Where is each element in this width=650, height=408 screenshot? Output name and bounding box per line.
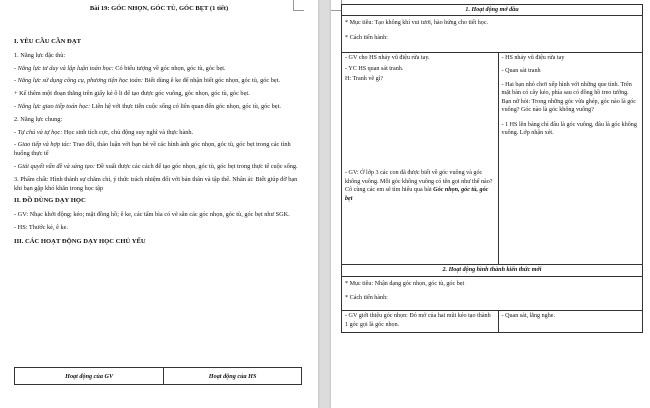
skill-label: - Giải quyết vấn đề và sáng tạo: bbox=[14, 162, 95, 170]
student-step: - Quan sát, lắng nghe. bbox=[501, 313, 555, 320]
teacher-activity-cell bbox=[342, 311, 499, 333]
procedure-label: * Cách tiến hành: bbox=[345, 34, 388, 41]
skill-math-reasoning bbox=[14, 65, 304, 74]
skill-label: - Năng lực giao tiếp toán học: bbox=[14, 102, 91, 110]
skill-text: Đề xuất được các cách để tạo góc nhọn, góc tù, góc bẹt trong thực tế cuộc sống. bbox=[94, 162, 298, 170]
student-step: - HS nhảy vũ điệu rửa tay bbox=[501, 55, 565, 62]
skill-text: Trao đổi, thảo luận với bạn bè về các hình ảnh góc nhọn, góc tù, góc bẹt trong các tình huống thực tế bbox=[14, 141, 291, 158]
objective-text: * Mục tiêu: Tạo không khí vui tươi, hào hứng cho tiết học. bbox=[345, 20, 489, 27]
materials-student: - HS: Thước kẻ, ê ke. bbox=[14, 223, 69, 231]
table-row bbox=[342, 5, 643, 16]
subheading-general-skills: 2. Năng lực chung: bbox=[14, 115, 63, 123]
teacher-step: - GV cho HS nhảy vũ điệu rửa tay. bbox=[345, 55, 430, 62]
general-skill-cooperation bbox=[14, 141, 304, 159]
subheading-specific-skills: 1. Năng lực đặc thù: bbox=[14, 51, 66, 59]
activity-heading-opening: 1. Hoạt động mở đầu bbox=[342, 5, 643, 16]
lesson-name-emphasis: Góc nhọn, góc tù, góc bẹt bbox=[345, 187, 489, 202]
teacher-step: - GV giới thiệu góc nhọn: Đó mở của hai mũi kéo tạo thành 1 góc gọi là góc nhọn. bbox=[345, 313, 491, 328]
table-row bbox=[342, 16, 643, 53]
skill-math-tools bbox=[14, 77, 304, 86]
skill-label: - Năng lực sử dụng công cụ, phương tiện học toán: bbox=[14, 77, 143, 85]
table-row bbox=[342, 53, 643, 265]
teacher-step: - YC HS quan sát tranh. bbox=[345, 65, 404, 72]
student-step: - Quan sát tranh bbox=[501, 67, 541, 74]
student-step: - Hai bạn nhỏ chơi xếp hình với những que tính. Trên mặt bàn có cây kéo, phía sau có đồng hồ treo tường. Bạn nữ hỏi: Trong những góc vừa ghép, góc nào là góc vuông? Góc nào là góc không vuông? bbox=[501, 82, 636, 114]
lesson-objectives-text bbox=[14, 5, 304, 14]
document-page-left bbox=[0, 0, 318, 408]
skill-text: Có biểu tượng về góc nhọn, góc tù, góc bẹt. bbox=[113, 64, 226, 72]
student-step: - 1 HS lên bảng chỉ đâu là góc vuông, đâu là góc không vuông. Lớp nhận xét. bbox=[501, 121, 637, 137]
teacher-step-text: - GV: Ở lớp 3 các con đã được biết về góc vuông và góc không vuông. Mỗi góc không vuông có tên gọi như thế nào? Cô cùng các em sẽ tìm hiểu qua bài bbox=[345, 170, 493, 194]
objective-text: * Mục tiêu: Nhận dạng góc nhọn, góc tù, góc bẹt bbox=[345, 280, 465, 287]
skill-label: - Tự chủ và tự học: bbox=[14, 128, 63, 136]
lesson-title: Bài 19: GÓC NHỌN, GÓC TÙ, GÓC BẸT (1 tiết) bbox=[89, 5, 229, 12]
section-heading-objectives: I. YÊU CẦU CẦN ĐẠT bbox=[14, 38, 81, 45]
column-header-teacher: Hoạt động của GV bbox=[15, 368, 164, 385]
table-row bbox=[342, 276, 643, 311]
objective-cell bbox=[342, 16, 643, 53]
table-row bbox=[342, 265, 643, 276]
skill-label: - Năng lực tư duy và lập luận toán học: bbox=[14, 64, 114, 72]
skill-drawing: + Kể thêm một đoạn thẳng trên giấy kẻ ô li để tạo được góc vuông, góc nhọn, góc tù, góc bẹt. bbox=[14, 90, 250, 98]
general-skill-self-study bbox=[14, 129, 304, 138]
skill-text: Học sinh tích cực, chủ động suy nghĩ và thực hành. bbox=[62, 128, 194, 136]
procedure-label: * Cách tiến hành: bbox=[345, 295, 388, 302]
general-skill-problem-solving bbox=[14, 163, 304, 172]
materials-teacher: - GV: Nhạc khởi động; kéo; mặt đồng hồ; ê ke, các tấm bìa có vẽ sẵn các góc nhọn, góc tù, góc bẹt như SGK. bbox=[14, 211, 290, 219]
table-row bbox=[342, 311, 643, 333]
section-heading-activities: III. CÁC HOẠT ĐỘNG DẠY HỌC CHỦ YẾU bbox=[14, 237, 146, 245]
section-one bbox=[14, 38, 304, 247]
qualities-paragraph: 3. Phẩm chất: Hình thành sự chăm chỉ, ý thức trách nhiệm đối với bản thân và tập thể. Nhân ái: Biết giúp đỡ bạn khi bạn gặp khó khăn trong học tập bbox=[14, 175, 298, 192]
teacher-step bbox=[345, 169, 495, 203]
objective-cell bbox=[342, 276, 643, 311]
teacher-step: H: Tranh vẽ gì? bbox=[345, 76, 384, 83]
activities-table-header bbox=[14, 367, 302, 385]
section-heading-materials: II. ĐỒ DÙNG DẠY HỌC bbox=[14, 197, 86, 205]
teacher-activity-cell bbox=[342, 53, 499, 265]
document-page-right bbox=[331, 0, 650, 408]
student-activity-cell bbox=[498, 311, 642, 333]
skill-text: Biết dùng ê ke để nhận biết góc nhọn, góc tù, góc bẹt. bbox=[142, 77, 281, 85]
activity-heading-new-knowledge: 2. Hoạt động hình thành kiến thức mới bbox=[342, 265, 643, 276]
activity-table-opening bbox=[341, 4, 643, 333]
student-activity-cell bbox=[498, 53, 642, 265]
skill-math-communication bbox=[14, 103, 304, 112]
column-header-student: Hoạt động của HS bbox=[164, 368, 302, 385]
skill-label: - Giao tiếp và hợp tác: bbox=[14, 141, 72, 149]
skill-text: Liên hệ với thực tiễn cuộc sống có liên quan đến góc nhọn, góc tù, góc bẹt. bbox=[90, 102, 281, 110]
table-row bbox=[15, 368, 302, 385]
